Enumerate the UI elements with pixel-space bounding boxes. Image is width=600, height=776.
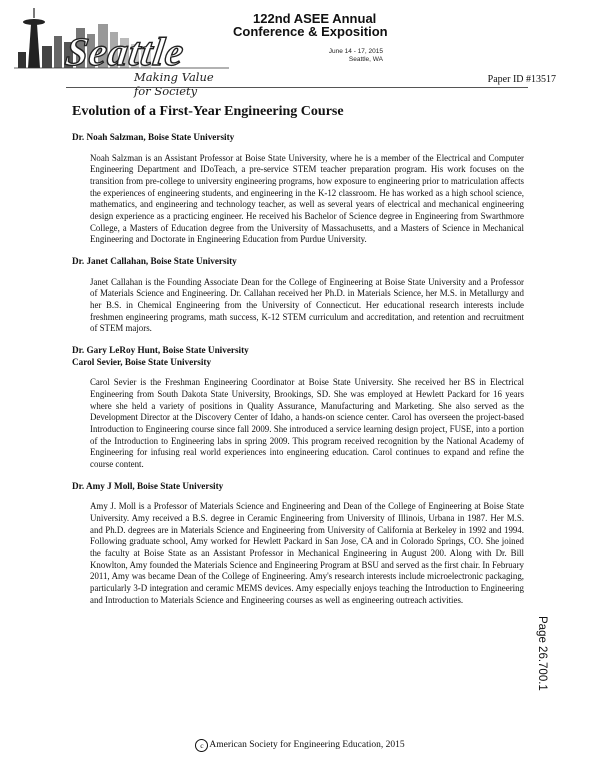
author-name: Carol Sevier, Boise State University — [72, 356, 212, 367]
paper-id: Paper ID #13517 — [487, 74, 556, 85]
author-heading — [72, 256, 524, 268]
logo-seattle-wordmark: Seattle — [62, 29, 188, 74]
copyright-icon: c — [195, 739, 208, 752]
author-bio: Noah Salzman is an Assistant Professor at Boise State University, where he is a member of the Electrical and Computer Engineering Department and IDoTeach, a pre-service STEM teacher preparation program. His work focuses on the transition from pre-college to university engineering programs, how exposure to engineering prior to matriculation affects the experiences of engineering students, and engineering in the K-12 classroom. He has worked as a high school science, mathematics, and engineering and technology teacher, as well as several years of electrical and mechanical engineering design experience as a practicing engineer. He received his Bachelor of Science degree in Engineering from Swarthmore College, a Masters of Education degree from the University of Massachusetts, and a Masters of Science in Mechanical Engineering and Doctorate in Engineering Education from Purdue University. — [90, 152, 524, 245]
author-bio: Carol Sevier is the Freshman Engineering Coordinator at Boise State University. She received her BS in Electrical Engineering from South Dakota State University, Brookings, SD. She was employed at Hewlett Packard for 16 years where she held a variety of positions in Quality Assurance, Manufacturing and Marketing. She also served as the Development Director at the Discovery Center of Idaho, a hands-on science center. Carol has overseen the project-based Introduction to Engineering course since fall 2009. She introduced a service learning design project, FUSE, into a portion of the Introduction to Engineering labs in spring 2009. This program received recognition by the National Academy of Engineering for infusing real world experiences into engineering education. Carol continues to expand and refine the course content. — [90, 377, 524, 470]
copyright-text: American Society for Engineering Education, 2015 — [209, 740, 405, 750]
paper-title: Evolution of a First-Year Engineering Course — [72, 104, 344, 119]
author-name: Dr. Janet Callahan, Boise State University — [72, 256, 237, 267]
author-name: Dr. Noah Salzman, Boise State University — [72, 132, 235, 142]
author-heading — [72, 132, 524, 144]
conference-title — [233, 12, 388, 38]
author-bio: Janet Callahan is the Founding Associate Dean for the College of Engineering at Boise State University and a Professor of Materials Science and Engineering. Dr. Callahan received her Ph.D. in Materials Science, her M.S. in Metallurgy and her B.S. in Chemical Engineering from the University of Connecticut. Her educational research interests include freshmen engineering programs, math success, K-12 STEM curriculum and accreditation, and retention and recruitment of STEM majors. — [90, 276, 524, 334]
conference-date: June 14 - 17, 2015 — [328, 48, 383, 55]
author-bio: Amy J. Moll is a Professor of Materials Science and Engineering and Dean of the College of Engineering at Boise State University. Amy received a B.S. degree in Ceramic Engineering from University of Illinois, Urbana in 1987. Her M.S. and Ph.D. degrees are in Materials Science and Engineering from University of California at Berkeley in 1992 and 1994. Following graduate school, Amy worked for Hewlett Packard in San Jose, CA and in Colorado Springs, CO. She joined the faculty at Boise State as an Assistant Professor in Mechanical Engineering in August 200. Along with Dr. Bill Knowlton, Amy founded the Materials Science and Engineering Program at BSU and served as the first chair. In February 2011, Amy was became Dean of the College of Engineering. Amy's research interests include microelectronic packaging, particularly 3-D integration and ceramic MEMS devices. Amy especially enjoys teaching the Introduction to Engineering and Introduction to Materials Science and Engineering courses as well as engineering outreach activities. — [90, 501, 524, 605]
conference-location: Seattle, WA — [348, 56, 383, 63]
conference-date-location — [313, 48, 383, 64]
paper-content — [72, 104, 524, 617]
author-name: Dr. Amy J Moll, Boise State University — [72, 480, 224, 491]
conference-header — [0, 0, 600, 100]
logo-tagline: Making Value for Society — [134, 70, 214, 98]
author-heading — [72, 345, 524, 368]
author-name: Dr. Gary LeRoy Hunt, Boise State University — [72, 345, 249, 356]
conference-title-line1: 122nd ASEE Annual — [253, 11, 377, 26]
author-heading — [72, 481, 524, 493]
side-page-number: Page 26.700.1 — [536, 616, 548, 691]
header-divider — [66, 87, 528, 88]
copyright-footer — [0, 739, 600, 752]
conference-title-line2: Conference & Exposition — [233, 24, 388, 39]
conference-logo — [14, 6, 229, 98]
